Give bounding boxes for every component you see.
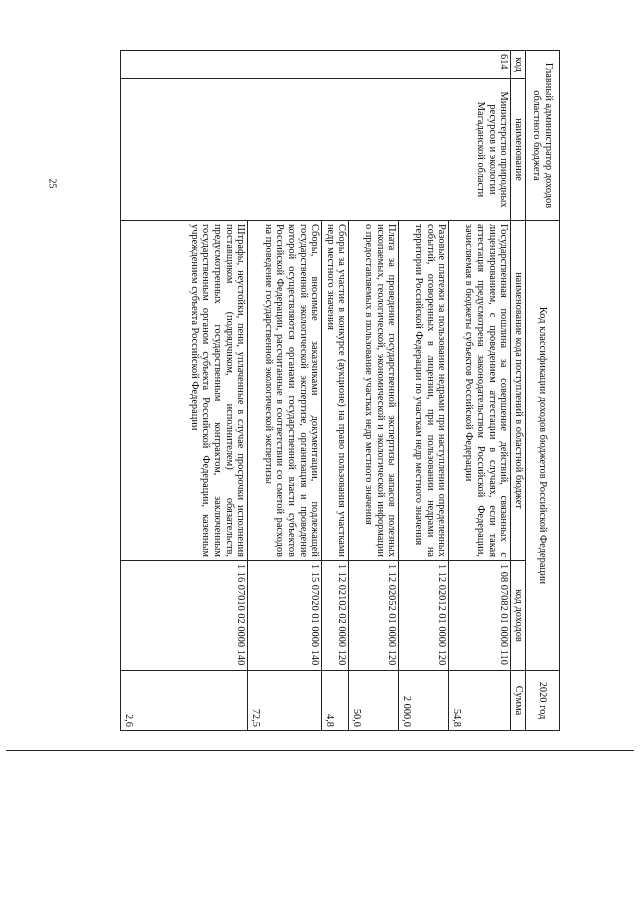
admin-code: 614 — [121, 51, 511, 79]
row-code: 1 12 02052 01 0000 120 — [349, 561, 399, 671]
header-kod: код — [511, 51, 526, 79]
row-amount: 4,8 — [322, 671, 349, 731]
row-description: Государственная пошлина за совершение действий, связанных с лицензированием, с проведением аттестации в случаях, если такая аттестация предусмотрена законодательством Российской Федерации, зачисляемая в бюджеты субъектов Российской Федерации — [449, 221, 511, 561]
header-year: 2020 год — [526, 671, 560, 731]
row-code: 1 15 07020 01 0000 140 — [248, 561, 322, 671]
rotated-document — [120, 50, 560, 730]
row-description: Штрафы, неустойки, пени, уплаченные в случае просрочки исполнения поставщиком (подрядчиком, исполнителем) обязательств, предусмотренных государственным контрактом, заключенным государственным органом субъекта Российской Федерации, казенным учреждением субъекта Российской Федерации — [121, 221, 248, 561]
row-code: 1 08 07082 01 0000 110 — [449, 561, 511, 671]
revenue-table — [120, 50, 560, 731]
horizontal-rule — [6, 750, 634, 751]
row-amount: 54,8 — [449, 671, 511, 731]
row-description: Сборы, вносимые заказчиками документации, подлежащей государственной экологической экспертизе, организация и проведение которой осуществляются органами государственной власти субъектов Российской Федерации, рассчитанные в соответствии со сметой расходов на проведение государственной экологической экспертизы — [248, 221, 322, 561]
row-code: 1 16 07010 02 0000 140 — [121, 561, 248, 671]
page-number: 25 — [46, 178, 58, 189]
row-code: 1 12 02102 02 0000 120 — [322, 561, 349, 671]
header-kod-dohodov: код доходов — [511, 561, 526, 671]
row-amount: 2 000,0 — [399, 671, 449, 731]
admin-name: Министерство природных ресурсов и экологии Магаданской области — [121, 79, 511, 221]
header-naimenovanie-koda: наименование кода поступлений в областной бюджет — [511, 221, 526, 561]
header-admin-group: Главный администратор доходов областного бюджета — [526, 51, 560, 221]
row-code: 1 12 02012 01 0000 120 — [399, 561, 449, 671]
header-naimenovanie: наименование — [511, 79, 526, 221]
header-summa: Сумма — [511, 671, 526, 731]
row-description: Сборы за участие в конкурсе (аукционе) на право пользования участками недр местного значения — [322, 221, 349, 561]
row-description: Разовые платежи за пользование недрами при наступлении определенных событий, оговоренных в лицензии, при пользовании недрами на территории Российской Федерации по участкам недр местного значения — [399, 221, 449, 561]
header-code-group: Код классификации доходов бюджетов Российской Федерации — [526, 221, 560, 671]
row-amount: 72,5 — [248, 671, 322, 731]
row-amount: 50,0 — [349, 671, 399, 731]
row-description: Плата за проведение государственной экспертизы запасов полезных ископаемых, геологической, экономической и экологической информации о предоставляемых в пользование участках недр местного значения — [349, 221, 399, 561]
row-amount: 2,6 — [121, 671, 248, 731]
